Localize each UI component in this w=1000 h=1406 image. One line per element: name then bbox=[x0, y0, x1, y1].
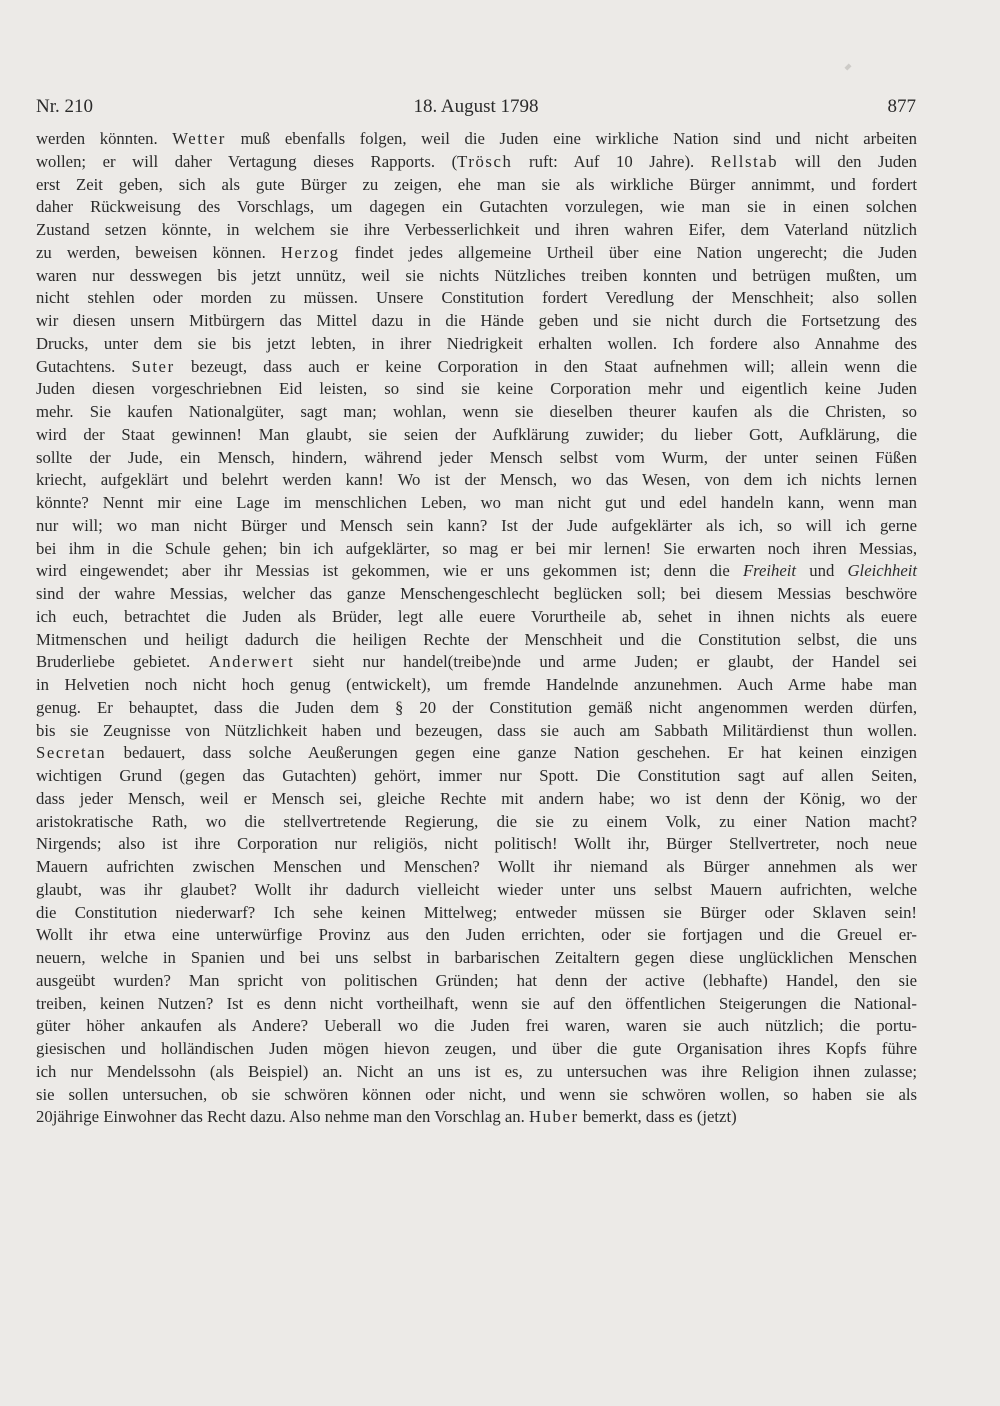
text-line bbox=[36, 720, 917, 743]
text-run: findet jedes allgemeine Urtheil über eine Nation ungerecht; die Juden bbox=[339, 242, 917, 262]
text-run: sie sollen untersuchen, ob sie schwören können oder nicht, und wenn sie schwören wollen, so haben sie als bbox=[36, 1084, 917, 1104]
text-line bbox=[36, 697, 917, 720]
speaker-name: Secretan bbox=[36, 743, 107, 763]
text-run: werden könnten. bbox=[36, 129, 173, 148]
text-run: bis sie Zeugnisse von Nützlichkeit haben und bezeugen, dass sie auch am Sabbath Militärdienst thun wollen. bbox=[36, 720, 917, 740]
text-run: in Helvetien noch nicht hoch genug (entwickelt), um fremde Handelnde anzunehmen. Auch Arme habe man bbox=[36, 675, 917, 694]
text-line bbox=[36, 265, 917, 288]
text-line bbox=[36, 1084, 917, 1107]
text-run: wichtigen Grund (gegen das Gutachten) gehört, immer nur Spott. Die Constitution sagt auf allen Seiten, bbox=[36, 766, 917, 785]
text-run: Bruderliebe gebietet. bbox=[36, 652, 209, 672]
text-run: wird der Staat gewinnen! Man glaubt, sie seien der Aufklärung zuwider; du lieber Gott, Aufklärung, die bbox=[36, 424, 917, 444]
text-run: Mitmenschen und heiligt dadurch die heiligen Rechte der Menschheit und die Constitution selbst, die uns bbox=[36, 629, 917, 649]
text-line bbox=[36, 606, 917, 629]
text-line bbox=[36, 742, 917, 765]
text-line bbox=[36, 811, 917, 834]
running-header bbox=[36, 96, 916, 122]
text-line bbox=[36, 333, 917, 356]
text-run: nur will; wo man nicht Bürger und Mensch sein kann? Ist der Jude aufgeklärter als ich, so will ich gerne bbox=[36, 515, 917, 535]
text-line bbox=[36, 128, 917, 151]
italic-emphasis: Gleichheit bbox=[847, 561, 918, 581]
text-line bbox=[36, 515, 917, 538]
text-run: Juden diesen vorgeschriebnen Eid leisten, so sind sie keine Corporation mehr und eigentlich keine Juden bbox=[36, 379, 917, 399]
text-line bbox=[36, 629, 917, 652]
text-line bbox=[36, 310, 917, 333]
text-run: glaubt, was ihr glaubet? Wollt ihr dadurch vielleicht wieder unter uns selbst Mauern aufrichten, welche bbox=[36, 879, 917, 899]
text-line bbox=[36, 765, 917, 788]
text-run: Wollt ihr etwa eine unterwürfige Provinz aus den Juden errichten, oder sie fortjagen und die Greuel er- bbox=[36, 925, 917, 945]
text-line bbox=[36, 492, 917, 515]
text-run: will den Juden bbox=[778, 151, 917, 171]
text-run: ich euch, betrachtet die Juden als Brüder, legt alle euere Vorurtheile ab, sehet in ihnen nichts als euere bbox=[36, 606, 917, 626]
text-line bbox=[36, 196, 917, 219]
text-line bbox=[36, 1106, 917, 1129]
text-run: giesischen und holländischen Juden mögen hievon zeugen, und über die gute Organisation ihres Kopfs führe bbox=[36, 1039, 917, 1058]
text-run: 20jährige Einwohner das Recht dazu. Also nehme man den Vorschlag an. bbox=[36, 1107, 529, 1127]
text-line bbox=[36, 833, 917, 856]
text-line bbox=[36, 583, 917, 606]
speaker-name: Huber bbox=[528, 1107, 579, 1127]
text-run: sieht nur handel(treibe)nde und arme Juden; er glaubt, der Handel sei bbox=[294, 652, 917, 672]
text-run: und bbox=[796, 561, 848, 581]
speaker-name: Suter bbox=[131, 356, 175, 376]
text-line bbox=[36, 1038, 917, 1061]
text-line bbox=[36, 378, 917, 401]
text-run: aristokratische Rath, wo die stellvertretende Regierung, die sie zu einem Volk, zu einer Nation macht? bbox=[36, 811, 917, 831]
speaker-name: Trösch bbox=[457, 151, 513, 171]
text-run: Mauern aufrichten zwischen Menschen und Menschen? Wollt ihr niemand als Bürger annehmen als wer bbox=[36, 857, 917, 876]
text-run: dass jeder Mensch, weil er Mensch sei, gleiche Rechte mit andern habe; wo ist denn der König, wo der bbox=[36, 788, 917, 808]
text-run: ausgeübt wurden? Man spricht von politischen Gründen; hat denn der active (lebhafte) Handel, den sie bbox=[36, 970, 917, 990]
header-date: 18. August 1798 bbox=[413, 96, 539, 117]
body-text bbox=[36, 128, 917, 1129]
text-run: erst Zeit geben, sich als gute Bürger zu zeigen, ehe man sie als wirkliche Bürger annimmt, und fordert bbox=[36, 174, 917, 194]
page-number: 877 bbox=[887, 96, 916, 117]
text-line bbox=[36, 242, 917, 265]
text-run: mehr. Sie kaufen Nationalgüter, sagt man; wohlan, wenn sie dieselben theurer kaufen als die Christen, so bbox=[36, 402, 917, 421]
text-line bbox=[36, 219, 917, 242]
text-run: ruft: Auf 10 Jahre). bbox=[512, 151, 711, 171]
text-run: bezeugt, dass auch er keine Corporation in den Staat aufnehmen will; allein wenn die bbox=[174, 356, 918, 376]
text-run: waren nur desswegen bis jetzt unnütz, weil sie nichts Nützliches treiben konnten und betrügen mußten, um bbox=[36, 265, 917, 285]
text-run: kriecht, aufgeklärt und belehrt werden kann! Wo ist der Mensch, wo das Wesen, von dem ich nichts lernen bbox=[36, 470, 917, 490]
text-run: Zustand setzen könnte, in welchem sie ihre Verbesserlichkeit und ihren wahren Eifer, dem Vaterland nützlich bbox=[36, 220, 917, 239]
speaker-name: Rellstab bbox=[710, 151, 779, 171]
text-run: zu werden, beweisen können. bbox=[36, 242, 281, 262]
text-run: könnte? Nennt mir eine Lage im menschlichen Leben, wo man nicht gut und edel handeln kann, wenn man bbox=[36, 493, 917, 512]
text-line bbox=[36, 424, 917, 447]
text-line bbox=[36, 879, 917, 902]
text-line bbox=[36, 924, 917, 947]
text-line bbox=[36, 902, 917, 925]
text-run: wollen; er will daher Vertagung dieses Rapports. ( bbox=[36, 151, 458, 171]
text-run: die Constitution niederwarf? Ich sehe keinen Mittelweg; entweder müssen sie Bürger oder Sklaven sein! bbox=[36, 902, 917, 922]
text-run: genug. Er behauptet, dass die Juden dem § 20 der Constitution gemäß nicht angenommen werden dürfen, bbox=[36, 697, 917, 717]
text-run: daher Rückweisung des Vorschlags, um dagegen ein Gutachten vorzulegen, wie man sie in einen solchen bbox=[36, 197, 917, 217]
text-line bbox=[36, 970, 917, 993]
text-run: Drucks, unter dem sie bis jetzt lebten, in ihrer Niedrigkeit erhalten wollen. Ich fordere also Annahme des bbox=[36, 333, 917, 353]
text-line bbox=[36, 674, 917, 697]
text-line bbox=[36, 1015, 917, 1038]
text-run: bemerkt, dass es (jetzt) bbox=[578, 1107, 737, 1127]
text-line bbox=[36, 469, 917, 492]
text-line bbox=[36, 174, 917, 197]
text-run: güter höher ankaufen als Andere? Ueberall wo die Juden frei waren, waren sie auch nützlich; die portu- bbox=[36, 1016, 917, 1036]
scan-speck bbox=[844, 63, 851, 70]
text-run: ich nur Mendelssohn (als Beispiel) an. Nicht an uns ist es, zu untersuchen was ihre Religion ihnen zulasse; bbox=[36, 1061, 917, 1081]
text-line bbox=[36, 356, 917, 379]
text-line bbox=[36, 401, 917, 424]
speaker-name: Anderwert bbox=[208, 652, 295, 672]
text-line bbox=[36, 651, 917, 674]
text-line bbox=[36, 560, 917, 583]
text-run: wird eingewendet; aber ihr Messias ist gekommen, wie er uns gekommen ist; denn die bbox=[36, 561, 743, 581]
text-line bbox=[36, 856, 917, 879]
speaker-name: Wetter bbox=[172, 129, 226, 148]
document-number: Nr. 210 bbox=[36, 96, 93, 117]
text-line bbox=[36, 287, 917, 310]
text-line bbox=[36, 947, 917, 970]
text-run: Gutachtens. bbox=[36, 356, 132, 376]
text-run: wir diesen unsern Mitbürgern das Mittel dazu in die Hände geben und sie nicht durch die Fortsetzung des bbox=[36, 311, 917, 330]
text-run: Nirgends; also ist ihre Corporation nur religiös, nicht politisch! Wollt ihr, Bürger Stellvertreter, noch neue bbox=[36, 834, 917, 854]
text-run: bei ihm in die Schule gehen; bin ich aufgeklärter, so mag er bei mir lernen! Sie erwarten noch ihren Messias, bbox=[36, 538, 917, 558]
text-line bbox=[36, 788, 917, 811]
text-line bbox=[36, 993, 917, 1016]
text-line bbox=[36, 1061, 917, 1084]
text-line bbox=[36, 447, 917, 470]
text-run: bedauert, dass solche Aeußerungen gegen eine ganze Nation geschehen. Er hat keinen einzigen bbox=[106, 743, 917, 763]
text-line bbox=[36, 151, 917, 174]
italic-emphasis: Freiheit bbox=[742, 561, 797, 581]
text-run: sind der wahre Messias, welcher das ganze Menschengeschlecht beglücken soll; bei diesem Messias beschwöre bbox=[36, 584, 917, 603]
text-line bbox=[36, 538, 917, 561]
text-run: nicht stehlen oder morden zu müssen. Unsere Constitution fordert Veredlung der Menschheit; also sollen bbox=[36, 288, 917, 308]
text-run: muß ebenfalls folgen, weil die Juden eine wirkliche Nation sind und nicht arbeiten bbox=[225, 129, 917, 148]
text-run: neuern, welche in Spanien und bei uns selbst in barbarischen Zeitaltern gegen diese unglücklichen Menschen bbox=[36, 948, 917, 967]
text-run: sollte der Jude, ein Mensch, hindern, während jeder Mensch selbst vom Wurm, der unter seinen Füßen bbox=[36, 447, 917, 467]
text-run: treiben, keinen Nutzen? Ist es denn nicht vortheilhaft, wenn sie auf den öffentlichen Steigerungen die National- bbox=[36, 993, 917, 1013]
speaker-name: Herzog bbox=[280, 242, 340, 262]
